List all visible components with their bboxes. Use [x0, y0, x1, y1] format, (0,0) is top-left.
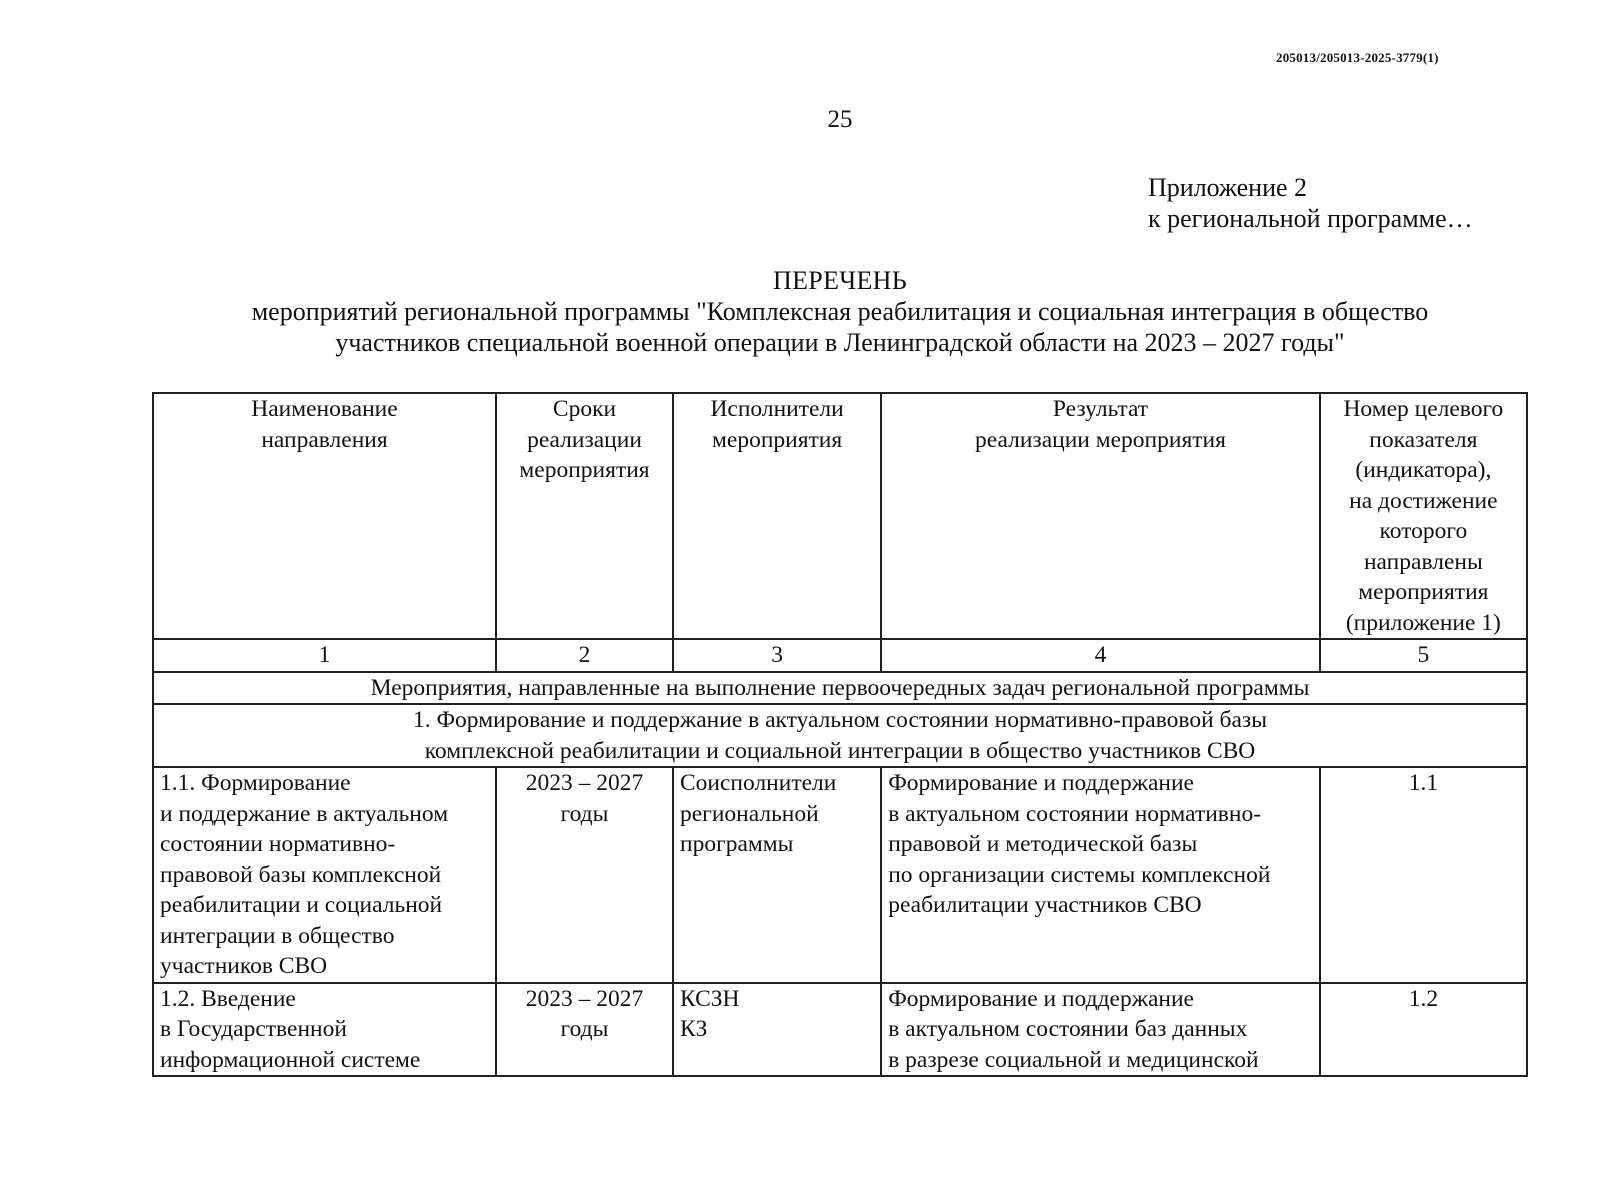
title-line-1: мероприятий региональной программы "Комплексная реабилитация и социальная интеграция в общество: [251, 297, 1429, 326]
header-direction-name: Наименование направления: [153, 393, 496, 639]
measures-table: [152, 392, 1528, 1077]
appendix-note: [1148, 172, 1473, 234]
column-numbers-row: [153, 639, 1527, 672]
row-result: Формирование и поддержание в актуальном состоянии нормативно- правовой и методической базы по организации системы комплексной реабилитации участников СВО: [881, 767, 1320, 983]
header-period: Сроки реализации мероприятия: [496, 393, 673, 639]
title-main: ПЕРЕЧЕНЬ: [773, 266, 907, 295]
column-number: 5: [1320, 639, 1527, 672]
table-header-row: [153, 393, 1527, 639]
header-result: Результат реализации мероприятия: [881, 393, 1320, 639]
row-period: 2023 – 2027 годы: [496, 767, 673, 983]
row-name: 1.2. Введение в Государственной информационной системе: [153, 983, 496, 1077]
subsection-row: [153, 704, 1527, 767]
row-executors: КСЗН КЗ: [673, 983, 881, 1077]
row-executors: Соисполнители региональной программы: [673, 767, 881, 983]
header-indicator-number: Номер целевого показателя (индикатора), на достижение которого направлены мероприятия (приложение 1): [1320, 393, 1527, 639]
column-number: 2: [496, 639, 673, 672]
row-result: Формирование и поддержание в актуальном состоянии баз данных в разрезе социальной и медицинской: [881, 983, 1320, 1077]
row-period: 2023 – 2027 годы: [496, 983, 673, 1077]
subsection-title: 1. Формирование и поддержание в актуальном состоянии нормативно-правовой базы комплексной реабилитации и социальной интеграции в общество участников СВО: [153, 704, 1527, 767]
column-number: 3: [673, 639, 881, 672]
document-id: 205013/205013-2025-3779(1): [1276, 50, 1439, 65]
appendix-line-1: Приложение 2: [1148, 173, 1308, 202]
column-number: 1: [153, 639, 496, 672]
title-line-2: участников специальной военной операции в Ленинградской области на 2023 – 2027 годы": [335, 328, 1345, 357]
document-title: [150, 265, 1530, 358]
table-row: [153, 983, 1527, 1077]
section-row: [153, 672, 1527, 705]
row-name: 1.1. Формирование и поддержание в актуальном состоянии нормативно- правовой базы комплексной реабилитации и социальной интеграции в общество участников СВО: [153, 767, 496, 983]
table-row: [153, 767, 1527, 983]
page-number: 25: [827, 106, 853, 133]
row-indicator: 1.1: [1320, 767, 1527, 983]
column-number: 4: [881, 639, 1320, 672]
section-title: Мероприятия, направленные на выполнение первоочередных задач региональной программы: [153, 672, 1527, 705]
row-indicator: 1.2: [1320, 983, 1527, 1077]
header-executors: Исполнители мероприятия: [673, 393, 881, 639]
appendix-line-2: к региональной программе…: [1148, 204, 1473, 233]
